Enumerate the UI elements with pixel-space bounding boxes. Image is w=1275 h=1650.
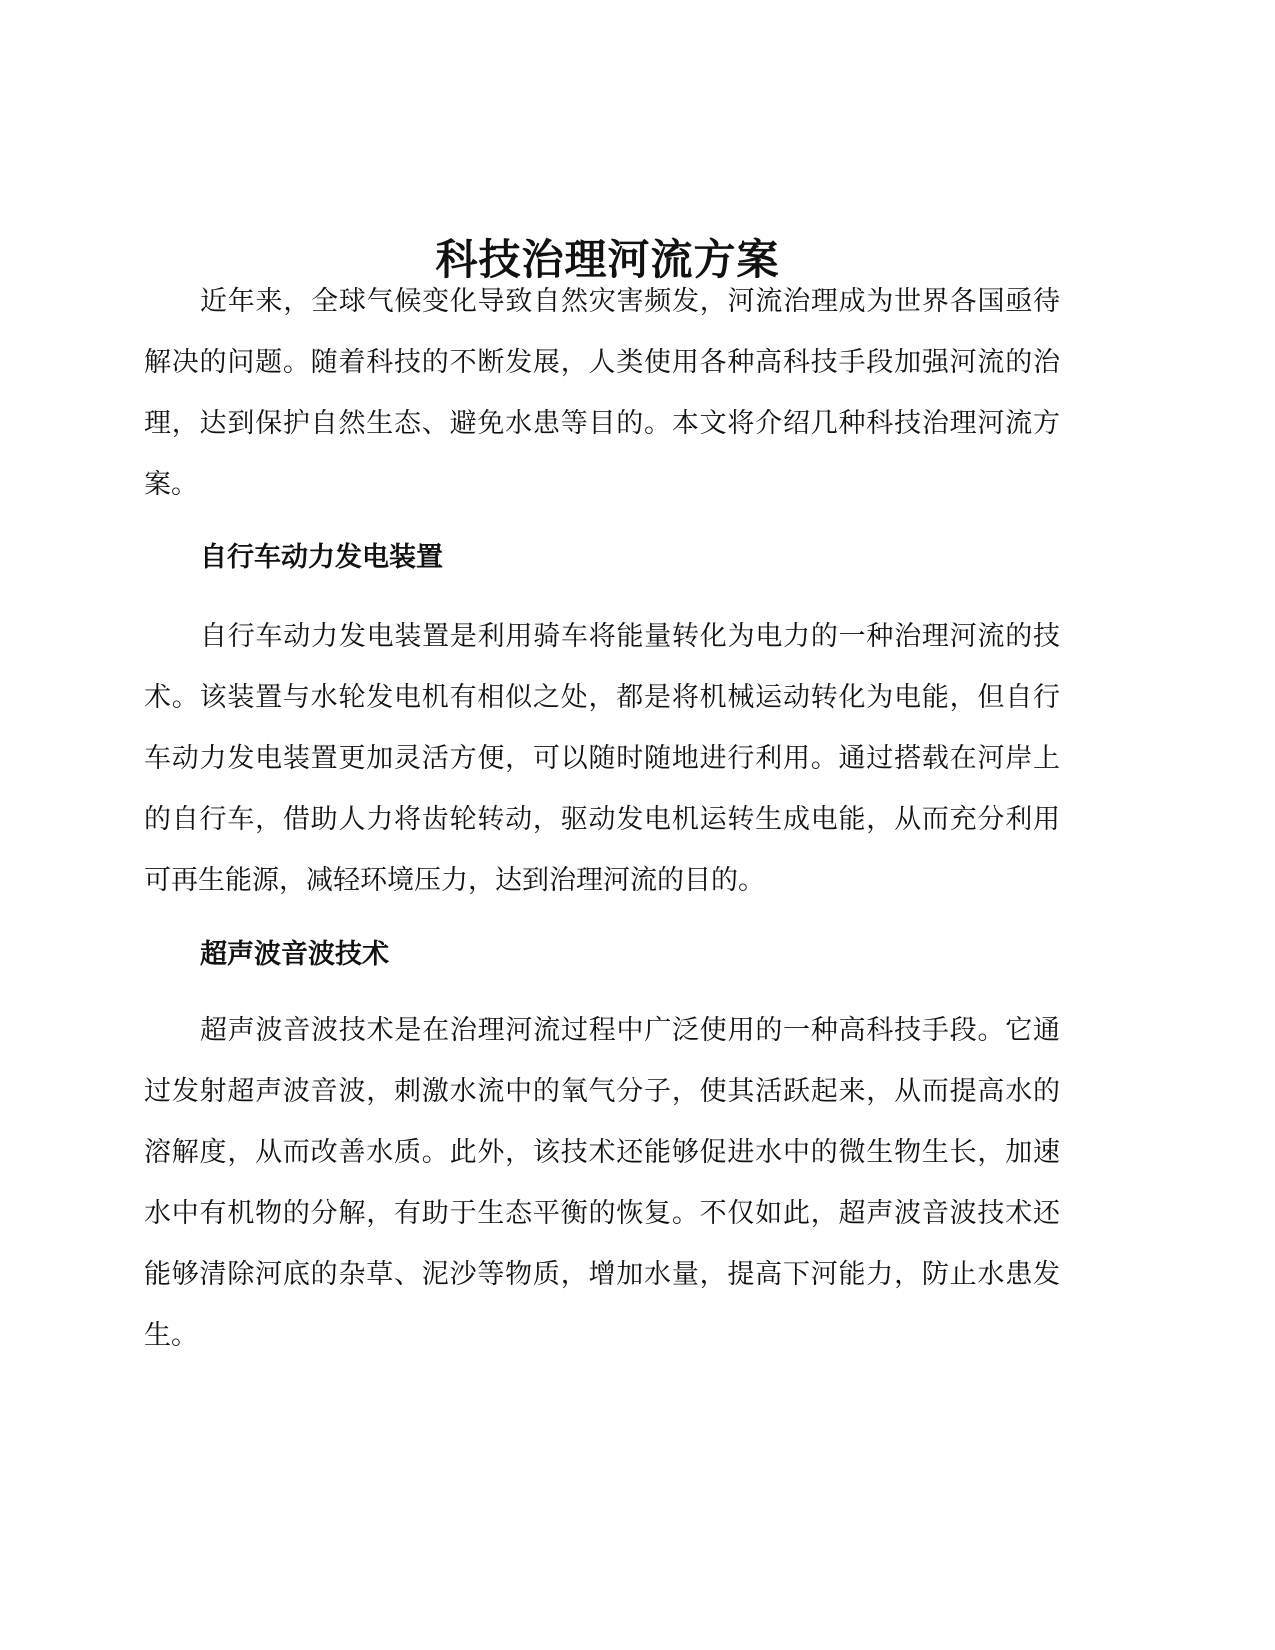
- intro-paragraph: 近年来，全球气候变化导致自然灾害频发，河流治理成为世界各国亟待解决的问题。随着科技的不断发展，人类使用各种高科技手段加强河流的治理，达到保护自然生态、避免水患等目的。本文将介绍几种科技治理河流方案。: [144, 286, 1060, 500]
- section-body-ultrasonic: 超声波音波技术是在治理河流过程中广泛使用的一种高科技手段。它通过发射超声波音波，刺激水流中的氧气分子，使其活跃起来，从而提高水的溶解度，从而改善水质。此外，该技术还能够促进水中的微生物生长，加速水中有机物的分解，有助于生态平衡的恢复。不仅如此，超声波音波技术还能够清除河底的杂草、泥沙等物质，增加水量，提高下河能力，防止水患发生。: [144, 1015, 1060, 1351]
- section-heading-ultrasonic: 超声波音波技术: [200, 939, 389, 970]
- section-body-bicycle-generator: 自行车动力发电装置是利用骑车将能量转化为电力的一种治理河流的技术。该装置与水轮发电机有相似之处，都是将机械运动转化为电能，但自行车动力发电装置更加灵活方便，可以随时随地进行利用。通过搭载在河岸上的自行车，借助人力将齿轮转动，驱动发电机运转生成电能，从而充分利用可再生能源，减轻环境压力，达到治理河流的目的。: [144, 621, 1060, 896]
- document-title: 科技治理河流方案: [435, 235, 780, 285]
- section-heading-bicycle-generator: 自行车动力发电装置: [200, 542, 443, 573]
